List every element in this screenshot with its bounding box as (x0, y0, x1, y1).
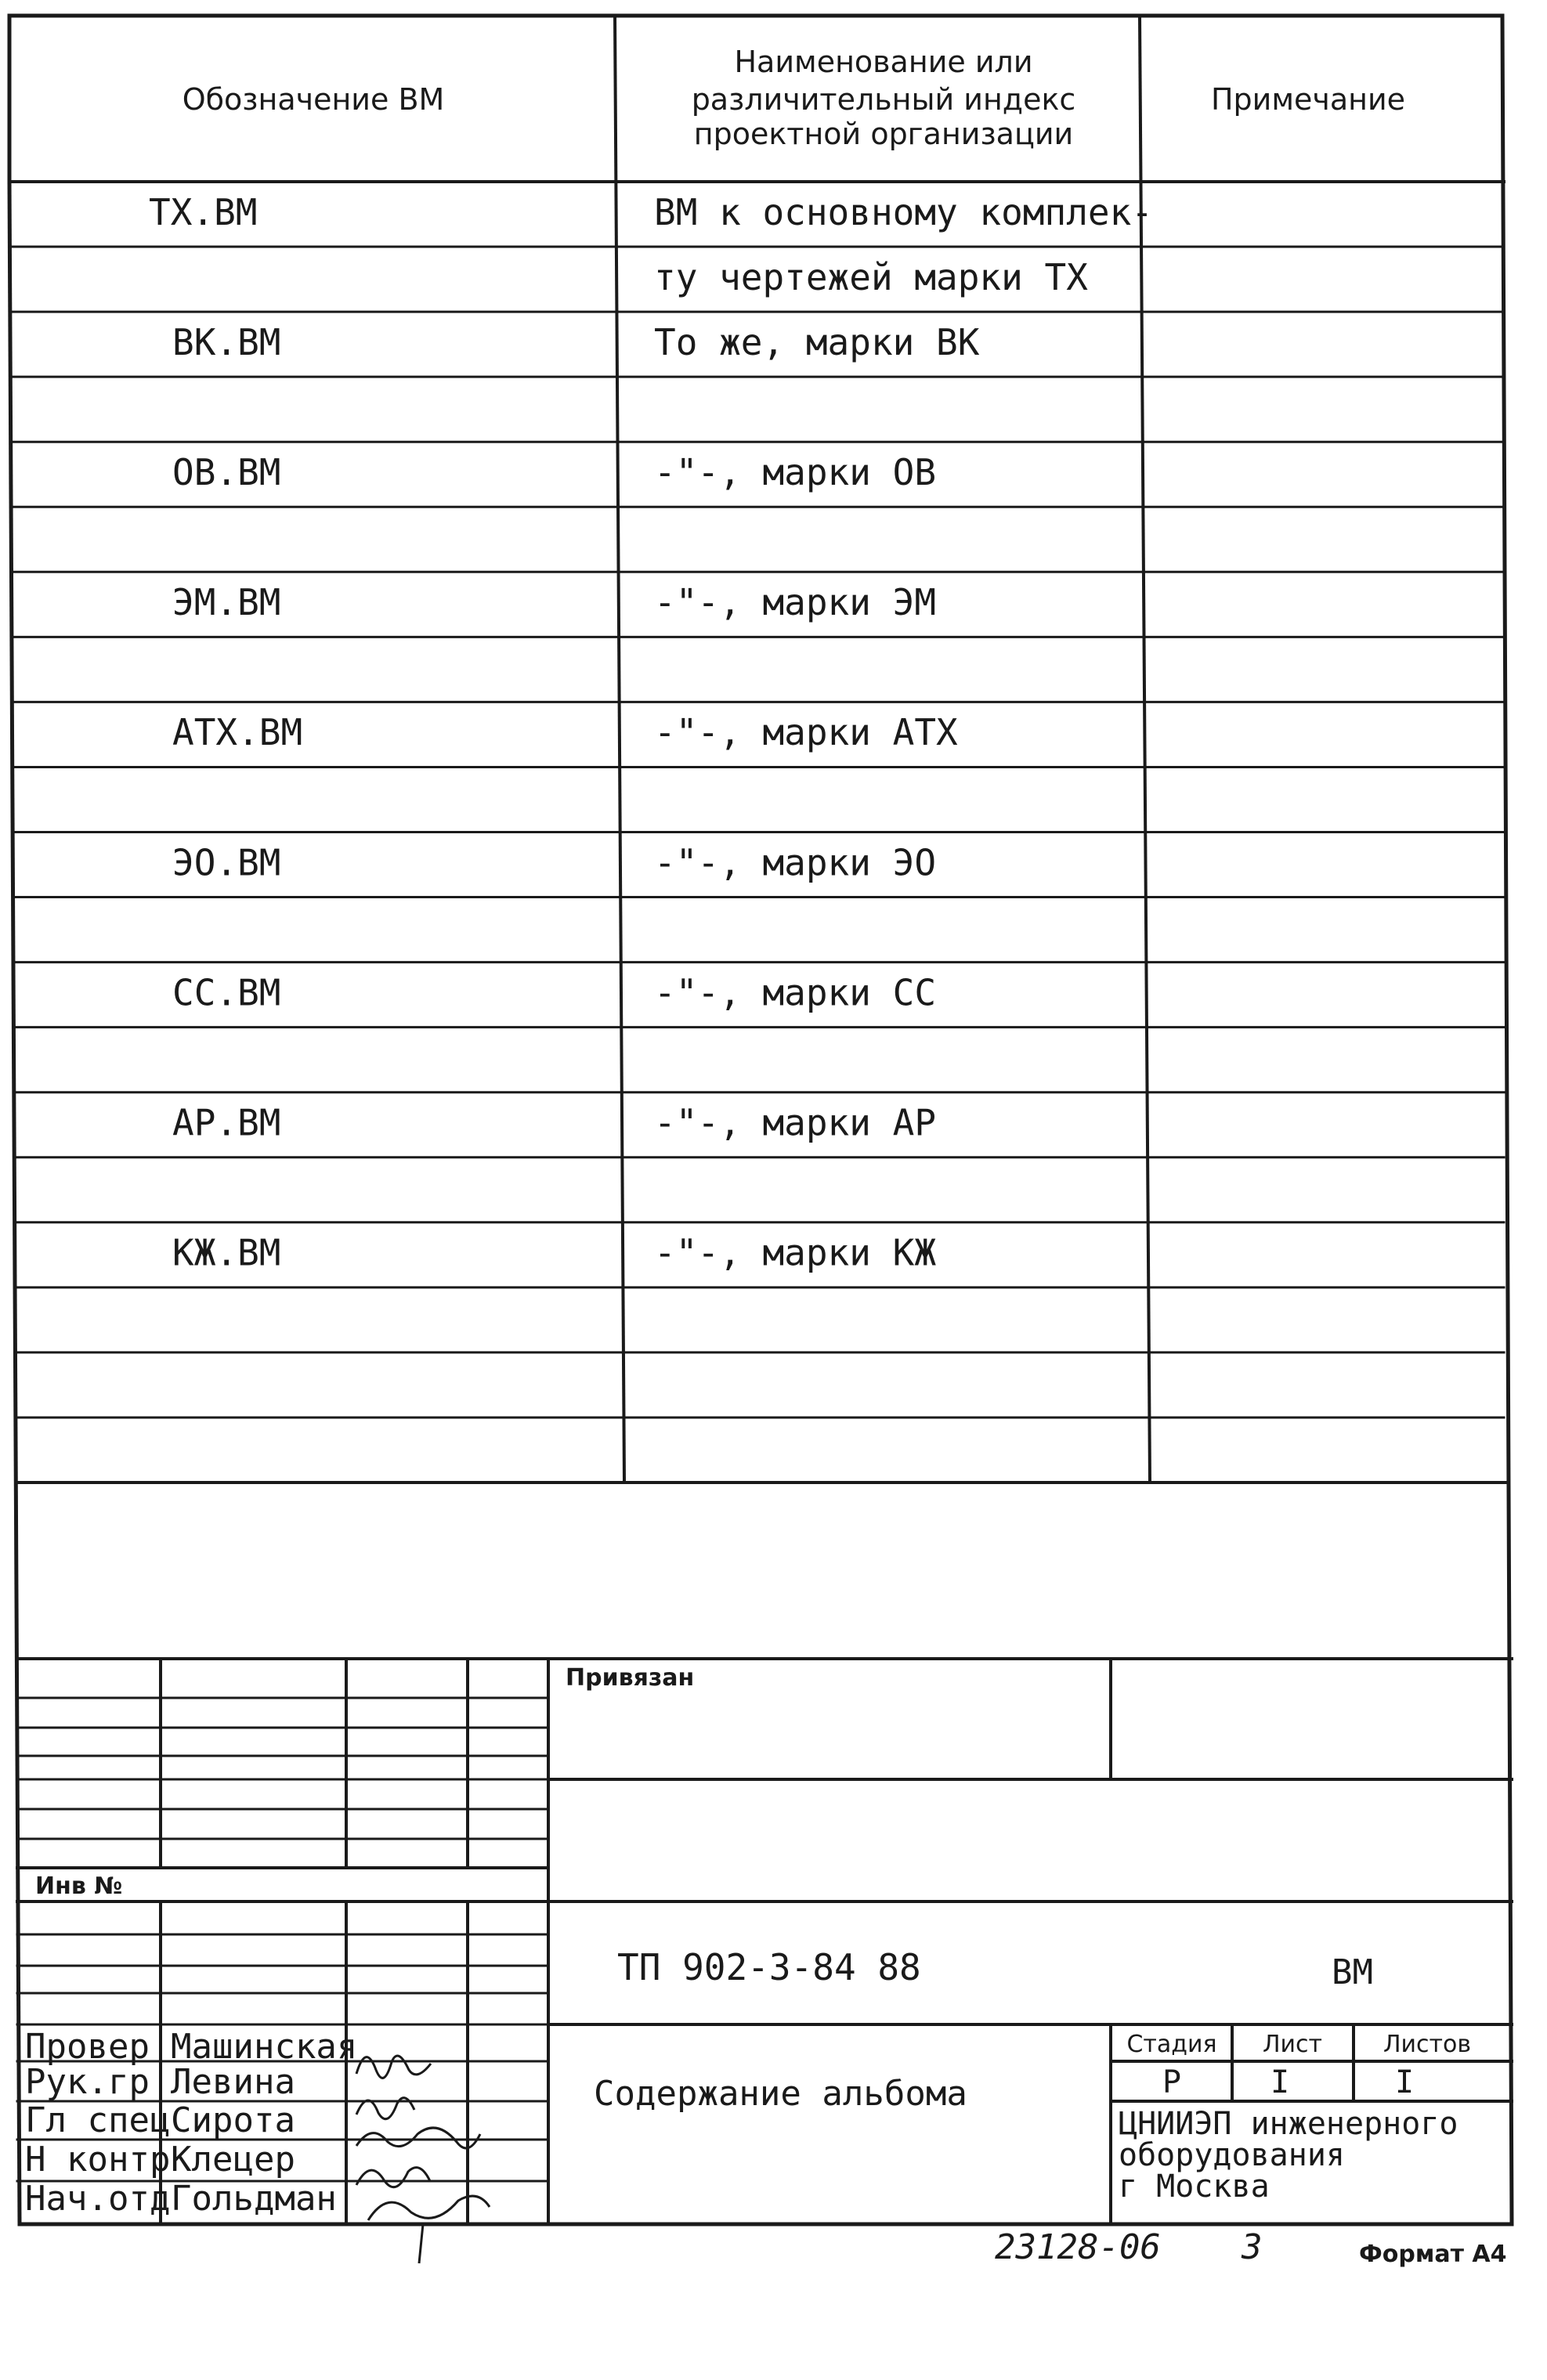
sheet-value: I (1270, 2064, 1290, 2100)
row-designation: КЖ.ВМ (172, 1231, 281, 1274)
signatory-role: Рук.гр (25, 2062, 150, 2102)
header-name-line-1: Наименование или (734, 45, 1033, 79)
row-name: -"-, марки ЭО (654, 841, 937, 884)
archive-number: 23128-06 (995, 2227, 1161, 2267)
organization-line-3: г Москва (1119, 2169, 1270, 2205)
row-designation: АР.ВМ (172, 1101, 281, 1144)
row-designation: ЭО.ВМ (172, 841, 281, 884)
privyazan-label: Привязан (566, 1664, 695, 1692)
page-number: 3 (1242, 2227, 1263, 2267)
row-name: -"-, марки КЖ (654, 1231, 937, 1274)
row-name: -"-, марки АР (654, 1101, 937, 1144)
sheet-label: Лист (1262, 2031, 1323, 2058)
row-name: -"-, марки ОВ (654, 451, 937, 494)
row-name: -"-, марки СС (654, 971, 937, 1014)
row-designation: АТХ.ВМ (172, 711, 303, 754)
row-name: -"-, марки АТХ (654, 711, 958, 754)
signatory-role: Н контр (25, 2140, 171, 2180)
stage-value: Р (1162, 2064, 1182, 2100)
signatory-name: Клецер (171, 2140, 295, 2180)
signatory-role: Нач.отд (25, 2179, 171, 2219)
stage-label: Стадия (1126, 2031, 1217, 2058)
signatory-name: Машинская (171, 2027, 358, 2067)
organization-line-1: ЦНИИЭП инженерного (1119, 2106, 1458, 2142)
handwritten-signatures (356, 2056, 490, 2263)
format-label: Формат А4 (1359, 2241, 1507, 2268)
row-designation: ВК.ВМ (172, 320, 281, 363)
sheets-label: Листов (1383, 2031, 1472, 2058)
row-designation: ОВ.ВМ (172, 451, 281, 494)
signatories (25, 2027, 357, 2219)
signatory-name: Гольдман (171, 2179, 337, 2219)
header-note: Примечание (1210, 82, 1406, 117)
document-mark: ВМ (1332, 1952, 1373, 1992)
header-designation: Обозначение ВМ (182, 82, 445, 117)
inv-number-label: Инв № (35, 1873, 123, 1900)
row-name: ту чертежей марки ТХ (654, 255, 1088, 298)
organization-line-2: оборудования (1119, 2137, 1345, 2173)
document-title: Содержание альбома (594, 2074, 967, 2114)
header-name-line-3: проектной организации (693, 117, 1074, 151)
signatory-name: Левина (171, 2062, 295, 2102)
row-name: ВМ к основному комплек- (654, 190, 1153, 233)
row-designation: ЭМ.ВМ (172, 581, 281, 624)
sheets-value: I (1394, 2064, 1415, 2100)
header-name-line-2: различительный индекс (691, 82, 1076, 117)
table-rows (149, 191, 1153, 1274)
row-designation: СС.ВМ (172, 971, 281, 1014)
signatory-name: Сирота (171, 2100, 295, 2140)
row-designation: ТХ.ВМ (149, 190, 258, 233)
row-name: То же, марки ВК (654, 320, 980, 363)
signatory-role: Провер (25, 2027, 150, 2067)
row-name: -"-, марки ЭМ (654, 581, 937, 624)
signatory-role: Гл спец (25, 2100, 171, 2140)
document-code: ТП 902-3-84 88 (617, 1946, 921, 1988)
